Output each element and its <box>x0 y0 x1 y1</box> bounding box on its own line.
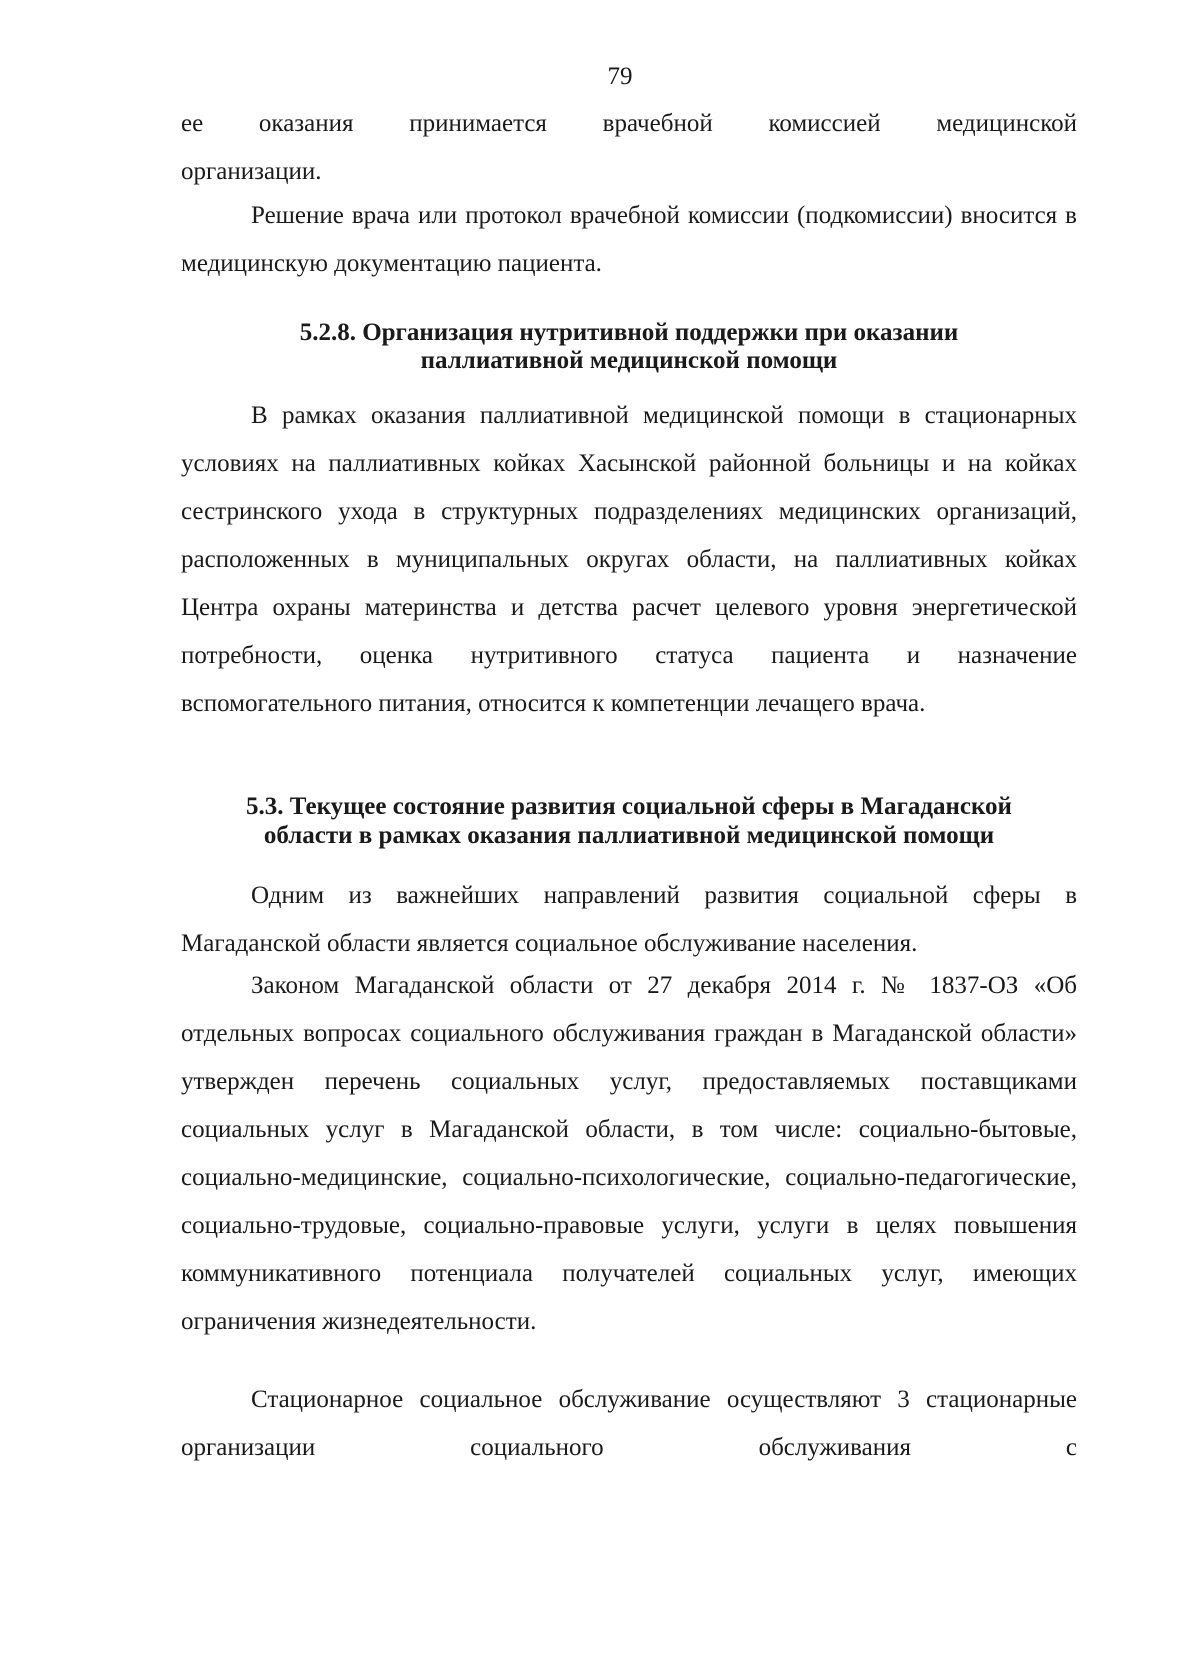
page-number: 79 <box>607 63 633 90</box>
paragraph-doctor-decision: Решение врача или протокол врачебной комиссии (подкомиссии) вносится в медицинскую документацию пациента. <box>181 202 1077 277</box>
paragraph-stationary-service: Стационарное социальное обслуживание осуществляют 3 стационарные организации социального обслуживания с <box>181 1386 1077 1461</box>
section-heading-5-3-line1: 5.3. Текущее состояние развития социальной сферы в Магаданской <box>246 793 1012 820</box>
paragraph-social-sphere: Одним из важнейших направлений развития социальной сферы в Магаданской области является социальное обслуживание населения. <box>181 882 1077 957</box>
section-heading-5-2-8-line1: 5.2.8. Организация нутритивной поддержки при оказании <box>299 319 959 346</box>
section-heading-5-2-8-line2: паллиативной медицинской помощи <box>420 347 838 374</box>
paragraph-regional-law: Законом Магаданской области от 27 декабря 2014 г. № 1837-ОЗ «Об отдельных вопросах социального обслуживания граждан в Магаданской области» утвержден перечень социальных услуг, предоставляемых поставщиками социальных услуг в Магаданской области, в том числе: социально-бытовые, социально-медицинские, социально-психологические, социально-педагогические, социально-трудовые, социально-правовые услуги, услуги в целях повышения коммуникативного потенциала получателей социальных услуг, имеющих ограничения жизнедеятельности. <box>181 972 1077 1335</box>
paragraph-continuation-line: ее оказания принимается врачебной комиссией медицинской <box>181 110 1077 137</box>
paragraph-continuation-end: организации. <box>181 158 322 185</box>
paragraph-nutritional-support: В рамках оказания паллиативной медицинской помощи в стационарных условиях на паллиативных койках Хасынской районной больницы и на койках сестринского ухода в структурных подразделениях медицинских организаций, расположенных в муниципальных округах области, на паллиативных койках Центра охраны материнства и детства расчет целевого уровня энергетической потребности, оценка нутритивного статуса пациента и назначение вспомогательного питания, относится к компетенции лечащего врача. <box>181 402 1077 717</box>
section-heading-5-3-line2: области в рамках оказания паллиативной медицинской помощи <box>263 822 995 849</box>
